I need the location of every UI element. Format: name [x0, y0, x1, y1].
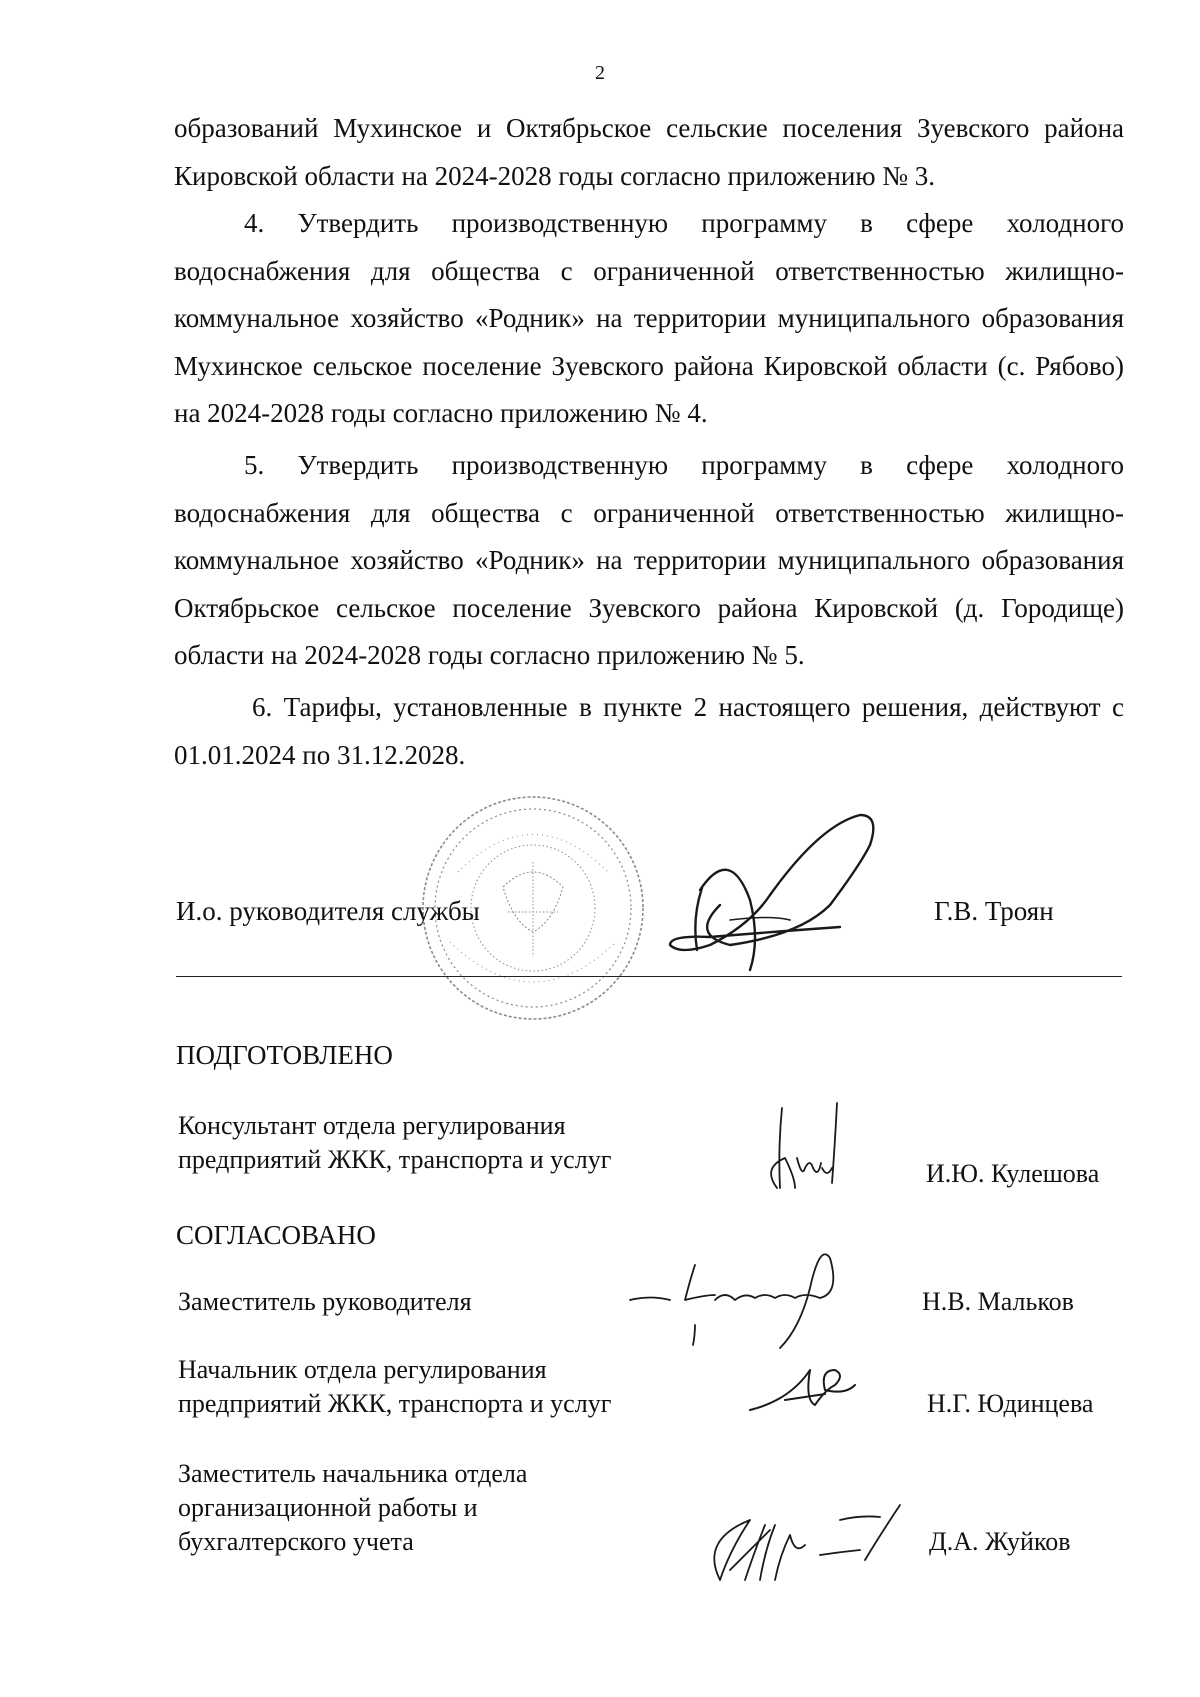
- prepared-heading: ПОДГОТОВЛЕНО: [176, 1040, 393, 1070]
- agreed-signer-2-position-line-2: предприятий ЖКК, транспорта и услуг: [178, 1389, 612, 1418]
- prepared-position-line-2: предприятий ЖКК, транспорта и услуг: [178, 1145, 612, 1174]
- paragraph-item-6: [174, 684, 1124, 779]
- page-number: 2: [595, 62, 605, 84]
- agreed-signer-2-name: Н.Г. Юдинцева: [927, 1389, 1094, 1418]
- paragraph-continuation: [174, 105, 1124, 200]
- head-signature-name: Г.В. Троян: [934, 896, 1054, 926]
- agreed-signer-3-name: Д.А. Жуйков: [929, 1527, 1071, 1556]
- signature-agreed-1-image: [620, 1240, 920, 1350]
- paragraph-item-4: [174, 200, 1124, 438]
- prepared-name: И.Ю. Кулешова: [926, 1159, 1100, 1188]
- prepared-position-line-1: Консультант отдела регулирования: [178, 1111, 566, 1140]
- agreed-signer-3-position-line-2: организационной работы и: [178, 1493, 478, 1522]
- agreed-signer-3-position-line-1: Заместитель начальника отдела: [178, 1459, 528, 1488]
- agreed-signer-1-position: Заместитель руководителя: [178, 1287, 472, 1316]
- agreed-signer-2-position-line-1: Начальник отдела регулирования: [178, 1355, 547, 1384]
- agreed-signer-3-position-line-3: бухгалтерского учета: [178, 1527, 414, 1556]
- signature-agreed-3-image: [690, 1500, 940, 1595]
- signature-divider: [176, 976, 1122, 977]
- agreed-heading: СОГЛАСОВАНО: [176, 1220, 376, 1250]
- signature-prepared-image: [752, 1098, 862, 1208]
- paragraph-text: 5. Утвердить производственную программу в сфере холодного водоснабжения для общества с ограниченной ответственностью жилищно-коммунальное хозяйство «Родник» на территории муниципального образования Октябрьское сельское поселение Зуевского района Кировской (д. Городище) области на 2024-2028 годы согласно приложению № 5.: [174, 450, 1124, 670]
- signature-agreed-2-image: [745, 1350, 865, 1425]
- paragraph-text: 4. Утвердить производственную программу в сфере холодного водоснабжения для общества с ограниченной ответственностью жилищно-коммунальное хозяйство «Родник» на территории муниципального образования Мухинское сельское поселение Зуевского района Кировской области (с. Рябово) на 2024-2028 годы согласно приложению № 4.: [174, 208, 1124, 428]
- signature-head-image: [660, 800, 910, 975]
- paragraph-text: 6. Тарифы, установленные в пункте 2 настоящего решения, действуют с 01.01.2024 по 31.12.2028.: [174, 692, 1124, 770]
- head-signature-title: И.о. руководителя службы: [176, 896, 480, 926]
- paragraph-text: образований Мухинское и Октябрьское сельские поселения Зуевского района Кировской области на 2024-2028 годы согласно приложению № 3.: [174, 113, 1124, 191]
- paragraph-item-5: [174, 442, 1124, 680]
- agreed-signer-1-name: Н.В. Мальков: [922, 1287, 1074, 1316]
